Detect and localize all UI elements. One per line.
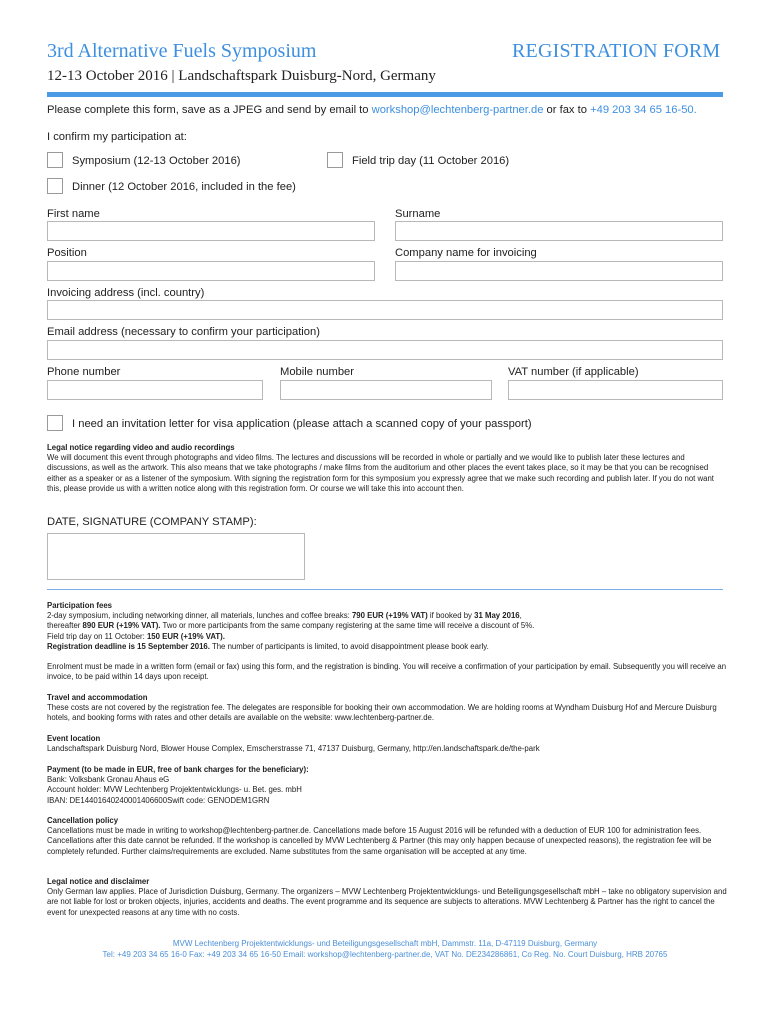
payment-section (47, 765, 727, 806)
location-body: Landschaftspark Duisburg Nord, Blower House Complex, Emscherstrasse 71, 47137 Duisburg, Germany, http://en.landschaftspark.de/the-park (47, 744, 540, 754)
travel-section (47, 693, 727, 724)
symposium-checkbox[interactable] (47, 152, 63, 168)
enrolment-text: Enrolment must be made in a written form (email or fax) using this form, and the registration is binding. You will receive a confirmation of your participation by email. Subsequently you will receive an invoice, to be paid within 14 days upon receipt. (47, 662, 727, 682)
fees-section: Participation fees 2-day symposium, including networking dinner, all materials, lunches and coffee breaks: 790 EUR (+19% VAT) if booked by 31 May 2016, thereafter 890 EUR (+19% VAT). Two or more participants from the same company registering at the same time will receive a discount of 5%. Field trip day on 11 October: 150 EUR (+19% VAT). Registration deadline is 15 September 2016. The number of participants is limited, to avoid disappointment please book early. (47, 601, 727, 652)
event-subtitle: 12-13 October 2016 | Landschaftspark Duisburg-Nord, Germany (47, 68, 436, 84)
visa-label: I need an invitation letter for visa application (please attach a scanned copy of your passport) (72, 418, 532, 430)
footer-line2: Tel: +49 203 34 65 16-0 Fax: +49 203 34 65 16-50 Email: workshop@lechtenberg-partner.de, VAT No. DE234286861, Co Reg. No. Court Duisburg, HRB 20765 (102, 950, 668, 959)
signature-label: DATE, SIGNATURE (COMPANY STAMP): (47, 516, 257, 528)
signature-box[interactable] (47, 533, 305, 580)
company-input[interactable] (395, 261, 723, 281)
position-input[interactable] (47, 261, 375, 281)
company-label: Company name for invoicing (395, 247, 537, 259)
surname-input[interactable] (395, 221, 723, 241)
legal-video-body: We will document this event through photographs and video films. The lectures and discussions will be recorded in whole or partially and we would like to publish later these lectures and discussions, as well as the artwork. This also means that we take photographs / make films from the auditorium and other places the event takes place, so it may be that you can be recognised either as a speaker or as a listener of the symposium. With signing the registration form for this symposium you expressly agree that we make such recording and publish later. If you do not want this, please provide us with a written notice along with this registration form. Or course we will take this into account then. (47, 453, 714, 493)
legal-video-section (47, 443, 727, 494)
field-trip-checkbox[interactable] (327, 152, 343, 168)
dinner-option-label: Dinner (12 October 2016, included in the fee) (72, 181, 296, 193)
position-label: Position (47, 247, 87, 259)
first-name-input[interactable] (47, 221, 375, 241)
field-trip-option-label: Field trip day (11 October 2016) (352, 155, 510, 167)
intro-fax: +49 203 34 65 16-50. (590, 104, 697, 116)
participation-label: I confirm my participation at: (47, 131, 187, 143)
disclaimer-heading: Legal notice and disclaimer (47, 877, 150, 886)
disclaimer-body: Only German law applies. Place of Jurisdiction Duisburg, Germany. The organizers – MVW Lechtenberg Projektentwicklungs- und Beteiligungsgesellschaft mbH – take no obligatory supervision and are not liable for lost or broken objects, injuries, accidents and deaths. The event programme and its sequence are subjects to alterations. MVW Lechtenberg & Partner has the right to cancel the event for unexpected reasons at any time with no costs. (47, 887, 727, 917)
header-bar (47, 92, 723, 97)
payment-bank: Bank: Volksbank Gronau Ahaus eG (47, 775, 170, 785)
visa-checkbox[interactable] (47, 415, 63, 431)
travel-heading: Travel and accommodation (47, 693, 148, 702)
event-title: 3rd Alternative Fuels Symposium (47, 40, 317, 62)
footer-line1: MVW Lechtenberg Projektentwicklungs- und Beteiligungsgesellschaft mbH, Dammstr. 11a, D-47119 Duisburg, Germany (172, 939, 598, 948)
email-label: Email address (necessary to confirm your participation) (47, 326, 320, 338)
symposium-option-label: Symposium (12-13 October 2016) (72, 155, 241, 167)
cancellation-section (47, 816, 727, 857)
phone-input[interactable] (47, 380, 263, 400)
email-input[interactable] (47, 340, 723, 360)
intro-text: Please complete this form, save as a JPEG and send by email to workshop@lechtenberg-partner.de or fax to +49 203 34 65 16-50. (47, 104, 697, 116)
phone-label: Phone number (47, 366, 121, 378)
cancellation-heading: Cancellation policy (47, 816, 119, 825)
first-name-label: First name (47, 208, 100, 220)
address-label: Invoicing address (incl. country) (47, 287, 205, 299)
legal-video-heading: Legal notice regarding video and audio recordings (47, 443, 235, 452)
intro-email-link[interactable]: workshop@lechtenberg-partner.de (371, 104, 544, 116)
vat-input[interactable] (508, 380, 723, 400)
travel-body: These costs are not covered by the registration fee. The delegates are responsible for booking their own accommodation. We are holding rooms at Wyndham Duisburg Hof and Mercure Duisburg hotels, and booking forms with rates and other details are available on the website: www.lechtenberg-partner.de. (47, 703, 717, 723)
disclaimer-section (47, 877, 727, 918)
address-input[interactable] (47, 300, 723, 320)
payment-heading: Payment (to be made in EUR, free of bank charges for the beneficiary): (47, 765, 309, 774)
dinner-checkbox[interactable] (47, 178, 63, 194)
location-section (47, 734, 727, 754)
location-heading: Event location (47, 734, 101, 743)
payment-iban: IBAN: DE14401640240001406600Swift code: GENODEM1GRN (47, 795, 270, 805)
mobile-label: Mobile number (280, 366, 354, 378)
surname-label: Surname (395, 208, 441, 220)
fees-heading: Participation fees (47, 601, 112, 610)
form-title: REGISTRATION FORM (512, 40, 721, 62)
cancellation-body: Cancellations must be made in writing to workshop@lechtenberg-partner.de. Cancellations made before 15 August 2016 will be refunded with a deduction of EUR 100 for administration fees. Cancellations after this date cannot be refunded. If the workshop is cancelled by MVW Lechtenberg & Partner (this may only happen because of unexpected reasons), the registration fee will be completely refunded. Further claims/requirements are excluded. Name substitutes from the same organisation will be accepted at any time. (47, 826, 712, 856)
vat-label: VAT number (if applicable) (508, 366, 639, 378)
payment-holder: Account holder: MVW Lechtenberg Projektentwicklungs- u. Bet. ges. mbH (47, 785, 302, 795)
section-divider (47, 589, 723, 590)
mobile-input[interactable] (280, 380, 492, 400)
